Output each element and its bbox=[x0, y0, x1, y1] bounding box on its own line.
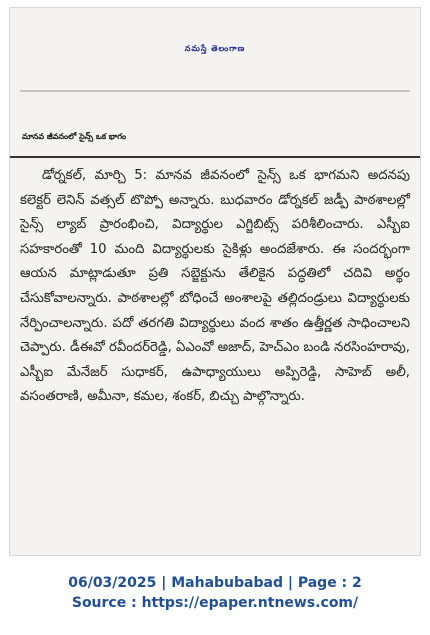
masthead-divider bbox=[20, 90, 410, 92]
publication-date-line: 06/03/2025 | Mahabubabad | Page : 2 bbox=[68, 575, 362, 591]
source-link[interactable]: Source : https://epaper.ntnews.com/ bbox=[71, 595, 359, 611]
newspaper-clipping bbox=[9, 7, 421, 556]
article-body: డోర్నకల్, మార్చి 5: మానవ జీవనంలో సైన్స్ ఒక భాగమని అదనపు కలెక్టర్ లెనిన్ వత్సల్ టొప్పో అన్నారు. బుధవారం డోర్నకల్ జడ్పీ పాఠశాలల్లో సైన్స్ ల్యాబ్ ప్రారంభించి, విద్యార్థుల ఎగ్జిబిట్స్ పరిశీలించారు. ఎస్బీఐ సహకారంతో 10 మంది విద్యార్థులకు సైకిళ్లు అందజేశారు. ఈ సందర్భంగా ఆయన మాట్లాడుతూ ప్రతి సబ్జెక్టును తేలికైన పద్ధతిలో చదివి అర్థం చేసుకోవాలన్నారు. పాఠశాలల్లో బోధించే అంశాలపై తల్లిదండ్రులు విద్యార్థులకు నేర్పించాలన్నారు. పదో తరగతి విద్యార్థులు వంద శాతం ఉత్తీర్ణత సాధించాలని చెప్పారు. డీఈవో రవీందర్‌రెడ్డి, ఏఎంవో అజాద్, హెచ్ఎం బండి నరసింహరావు, ఎస్బీఐ మేనేజర్ సుధాకర్, ఉపాధ్యాయులు అప్పిరెడ్డి, సాహెబ్ అలీ, వసంతరాణి, అమీనా, కమల, శంకర్, బిచ్చు పాల్గొన్నారు. bbox=[20, 168, 410, 405]
article-headline: మానవ జీవనంలో సైన్స్ ఒక భాగం bbox=[10, 122, 420, 158]
newspaper-masthead: నమస్తే తెలంగాణ bbox=[184, 44, 246, 53]
